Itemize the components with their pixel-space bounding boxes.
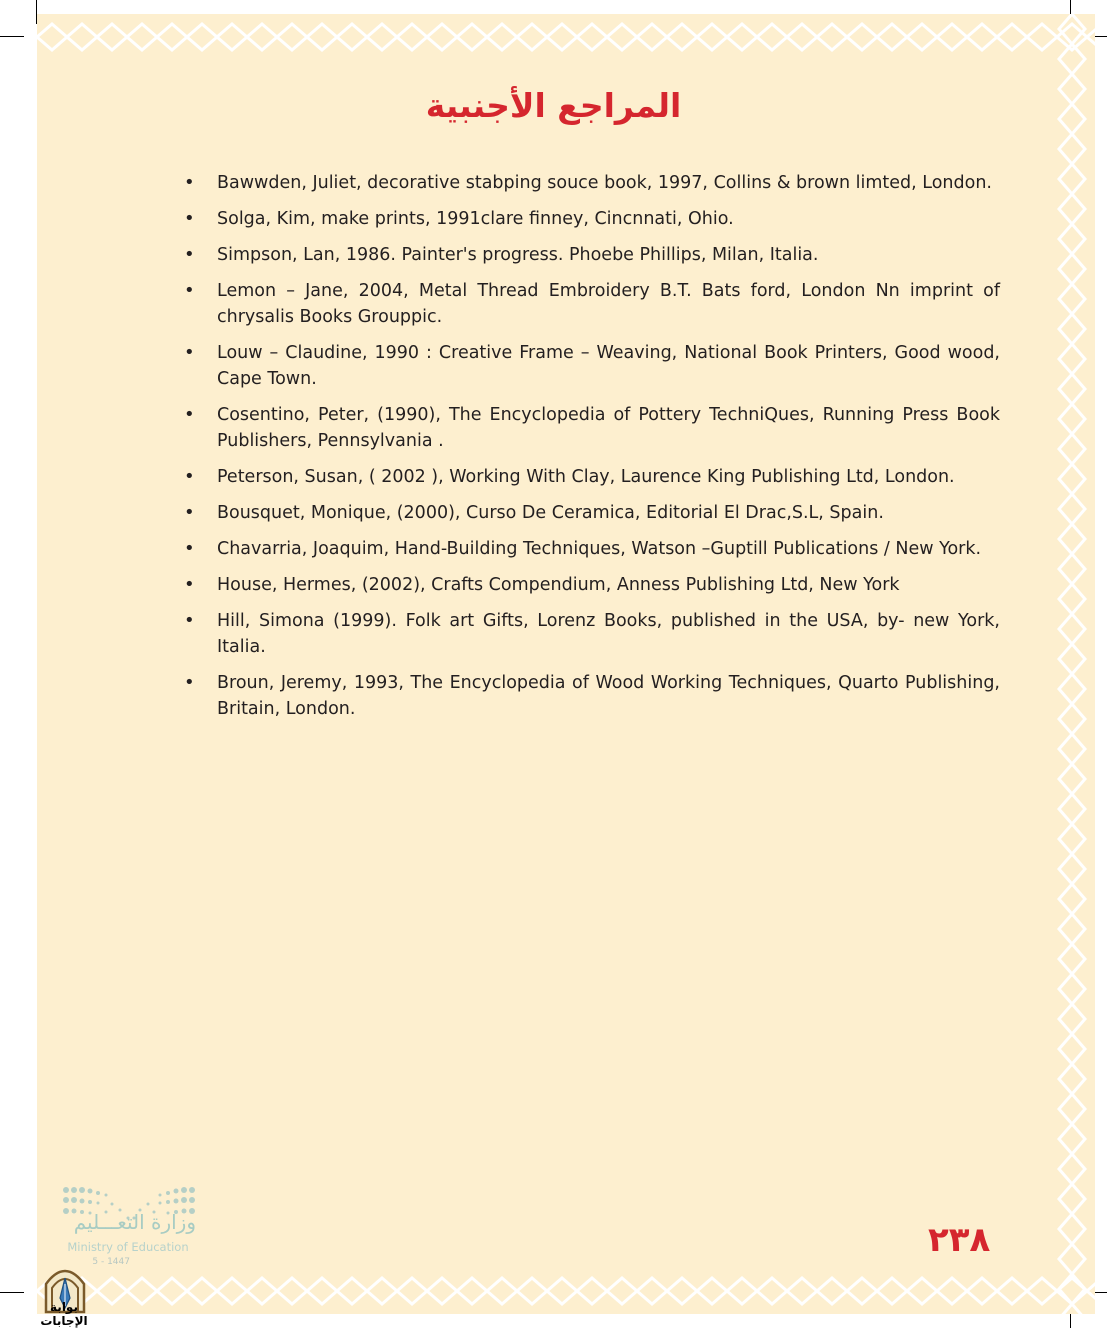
page-number: ٢٣٨	[928, 1220, 991, 1260]
decorative-border-bottom	[37, 1268, 1095, 1314]
reference-item: • House, Hermes, (2002), Crafts Compendium, Anness Publishing Ltd, New York	[180, 572, 1000, 598]
reference-item: • Bawwden, Juliet, decorative stabping souce book, 1997, Collins & brown limted, London.	[180, 170, 1000, 196]
watermark-label: بوابة الإجابات	[40, 1300, 88, 1328]
reference-item: • Peterson, Susan, ( 2002 ), Working With Clay, Laurence King Publishing Ltd, London.	[180, 464, 1000, 490]
decorative-border-top	[37, 14, 1095, 60]
reference-item: • Chavarria, Joaquim, Hand-Building Techniques, Watson –Guptill Publications / New York.	[180, 536, 1000, 562]
reference-item: • Simpson, Lan, 1986. Painter's progress. Phoebe Phillips, Milan, Italia.	[180, 242, 1000, 268]
logo-english-text: Ministry of Education	[67, 1240, 189, 1254]
reference-item: • Hill, Simona (1999). Folk art Gifts, Lorenz Books, published in the USA, by- new York, Italia.	[180, 608, 1000, 660]
reference-item: • Louw – Claudine, 1990 : Creative Frame – Weaving, National Book Printers, Good wood, Cape Town.	[180, 340, 1000, 392]
reference-item: • Lemon – Jane, 2004, Metal Thread Embroidery B.T. Bats ford, London Nn imprint of chrysalis Books Grouppic.	[180, 278, 1000, 330]
reference-item: • Broun, Jeremy, 1993, The Encyclopedia of Wood Working Techniques, Quarto Publishing, Britain, London.	[180, 670, 1000, 722]
reference-item: • Bousquet, Monique, (2000), Curso De Ceramica, Editorial El Drac,S.L, Spain.	[180, 500, 1000, 526]
reference-item: • Cosentino, Peter, (1990), The Encyclopedia of Pottery TechniQues, Running Press Book Publishers, Pennsylvania .	[180, 402, 1000, 454]
reference-item: • Solga, Kim, make prints, 1991clare finney, Cincnnati, Ohio.	[180, 206, 1000, 232]
crop-mark-bottom-left	[0, 1292, 24, 1293]
page-title: المراجع الأجنبية	[425, 86, 682, 125]
logo-arabic-text: وزارة التعـــليم	[73, 1210, 196, 1234]
reference-list	[180, 170, 1000, 732]
logo-year-text: 5 - 1447	[92, 1257, 130, 1267]
crop-mark-top-left	[0, 36, 24, 37]
decorative-border-right	[1049, 14, 1095, 1314]
